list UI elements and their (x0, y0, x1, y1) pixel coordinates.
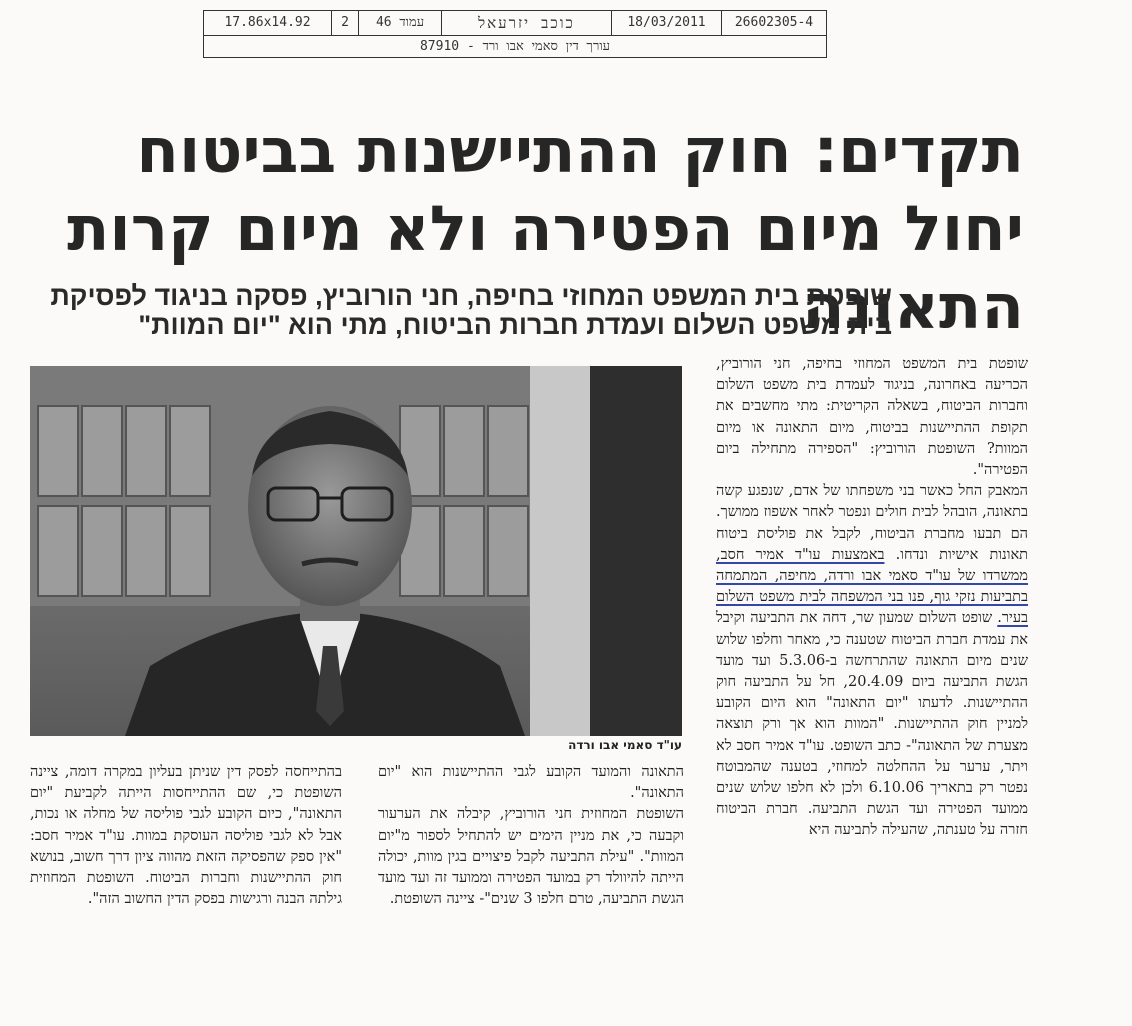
article-paragraph: בהתייחסה לפסק דין שניתן בעליון במקרה דומה, ציינה השופטת כי, שם ההתייחסות הייתה לקביעת "יום התאונה", כיום הקובע לגבי פוליסה של מחלה או נכות, אבל לא לגבי פוליסה העוסקת במוות. עו"ד אמיר חסב: "אין ספק שהפסיקה הזאת מהווה ציון דרך חשוב, בנושא חוק ההתיישנות וחברות הביטוח. השופטת המחוזית גילתה הבנה ורגישות בפסק הדין החשוב הזה". (30, 764, 342, 908)
article-paragraph (716, 481, 1028, 841)
article-paragraph: התאונה והמועד הקובע לגבי ההתיישנות הוא "יום התאונה". (378, 764, 684, 802)
article-text: שופט השלום שמעון שר, דחה את התביעה וקיבל את עמדת חברת הביטוח שטענה כי, מאחר וחלפו שלוש שנים מיום התאונה שהתרחשה ב-5.3.06 ועד מועד הגשת התביעה ביום 20.4.09, חל על התביעה חוק ההתיישנות. לדעתו "יום התאונה" הוא היום הקובע למניין חוק ההתיישנות. "המוות הוא אך ורק תוצאה מצערת של התאונה"- כתב השופט. עו"ד אמיר חסב לא ויתר, ערער על ההחלטה למחוזי, בטענה שהמבוטח נפטר רק בתאריך 6.10.06 ולכן לא חלפו שלוש שנים ממועד הפטירה ועד הגשת התביעה. חברת הביטוח חזרה על טענתה, שהעילה לתביעה היא (716, 610, 1029, 839)
article-column-left (30, 762, 342, 910)
clipping-number: 2 (332, 11, 359, 35)
lawyer-photo (30, 366, 682, 736)
clipping-client: עורך דין סאמי אבו ורד - 87910 (419, 39, 611, 54)
article-text: המאבק החל כאשר בני משפחתו של אדם, שנפגע קשה בתאונה, הובהל לבית חולים ונפטר לאחר אשפוז ממושך. הם תבעו מחברת הביטוח, לקבל את פוליסת ביטוח תאונות אישיות ונדחו. (716, 483, 1028, 563)
clipping-date: 18/03/2011 (612, 11, 722, 35)
portrait-illustration (30, 366, 682, 736)
clipping-header (203, 10, 827, 58)
underlined-text: באמצעות עו"ד אמיר חסב, ממשרדו של עו"ד סאמי אבו ורדה, מחיפה, המתמחה בתביעות נזקי גוף, פנו בני המשפחה לבית משפט השלום בעיר. (716, 546, 1029, 627)
photo-caption: עו"ד סאמי אבו ורדה (568, 738, 682, 752)
article-paragraph: השופטת המחוזית חני הורוביץ, קיבלה את הערעור וקבעה כי, את מניין הימים יש להתחיל לספור מ"יום המוות". "עילת התביעה לקבל פיצויים בגין מוות, יכולה הייתה להיוולד רק במועד הפטירה וממועד זה ועד מועד הגשת התביעה, טרם חלפו 3 שנים"- ציינה השופטת. (378, 806, 684, 908)
article-paragraph: שופטת בית המשפט המחוזי בחיפה, חני הורוביץ, הכריעה באחרונה, בניגוד לעמדת בית משפט השלום וחברות הביטוח, בשאלה הקריטית: מתי מחשבים את תקופת ההתיישנות בביטוח, מיום התאונה או מיום המוות? השופטת הורוביץ: "הספירה מתחילה ביום הפטירה". (716, 356, 1028, 479)
clipping-page: עמוד 46 (359, 11, 442, 35)
clipping-info-row (204, 11, 826, 36)
clipping-id: 26602305-4 (734, 15, 814, 30)
clipping-size: 17.86x14.92 (204, 11, 332, 35)
article-subheadline: שופטת בית המשפט המחוזי בחיפה, חני הורוביץ, פסקה בניגוד לפסיקת בית משפט השלום ועמדת חברות הביטוח, מתי הוא "יום המוות" (50, 281, 892, 340)
article-headline: תקדים: חוק ההתיישנות בביטוח יחול מיום הפטירה ולא מיום קרות התאונה (67, 114, 1024, 343)
clipping-publication: כוכב יזרעאל (442, 11, 612, 35)
article-column-middle (378, 762, 684, 910)
article-column-right (716, 354, 1028, 842)
